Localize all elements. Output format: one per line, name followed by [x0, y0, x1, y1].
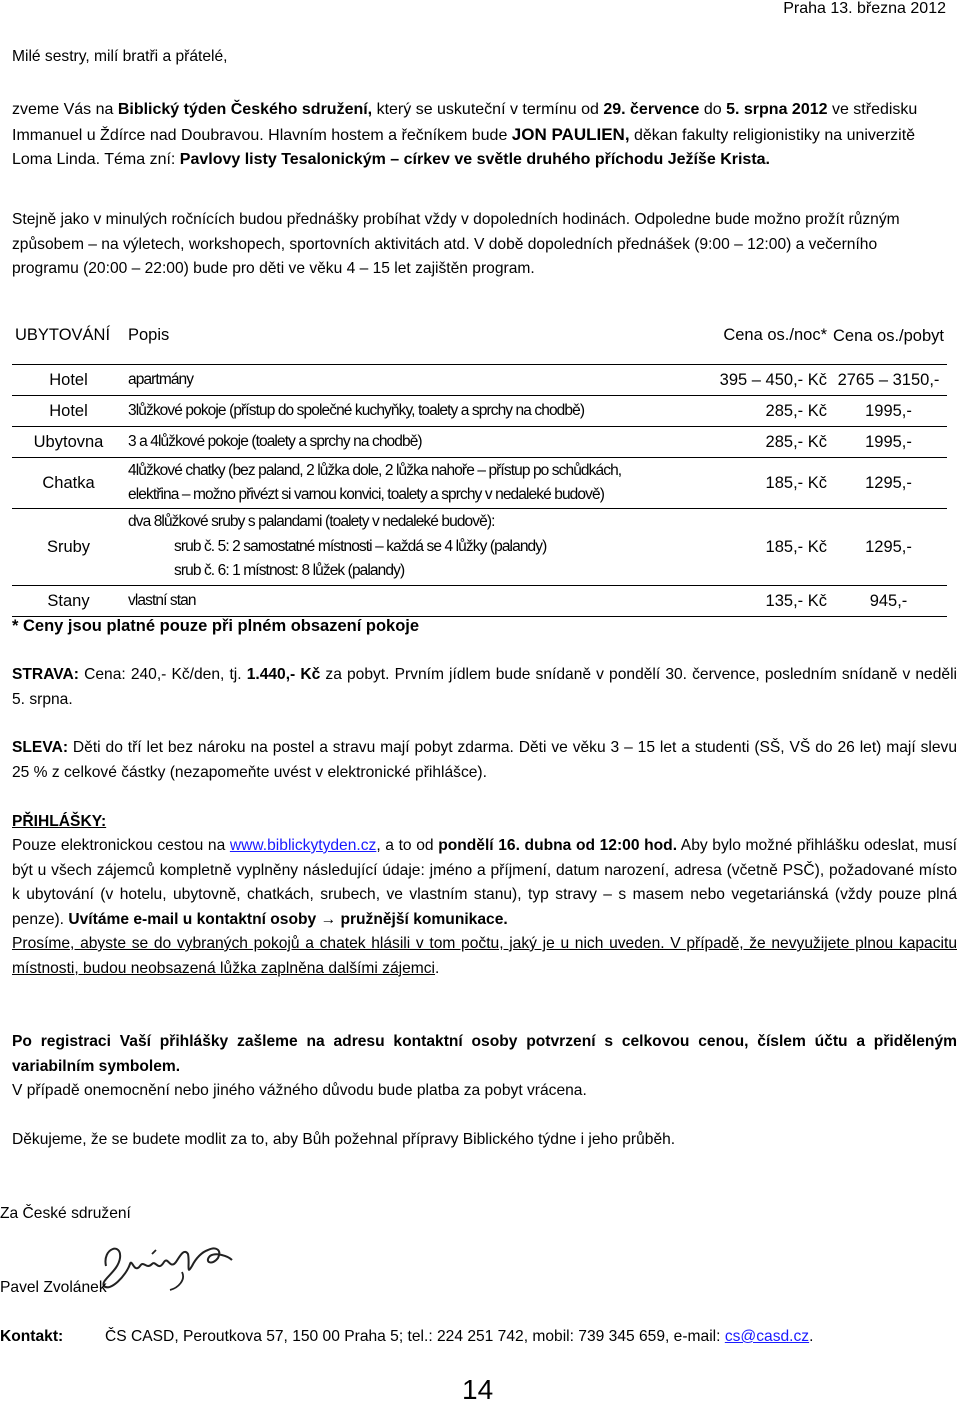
- row-type: Chatka: [12, 458, 125, 509]
- thanks-text: Děkujeme, že se budete modlit za to, aby Bůh požehnal přípravy Biblického týdne i jeho průběh.: [12, 1131, 676, 1148]
- intro-text: který se uskuteční v termínu od: [372, 101, 604, 118]
- page-number: 14: [462, 1374, 494, 1405]
- intro-text: zveme Vás na: [12, 101, 118, 118]
- row-price-stay: 1995,-: [830, 396, 947, 427]
- event-name: Biblický týden Českého sdružení,: [117, 101, 373, 118]
- letter-date: Praha 13. března 2012: [783, 0, 946, 17]
- row-price-stay: 2765 – 3150,-: [830, 365, 947, 396]
- table-row: [12, 586, 947, 617]
- row-desc: apartmány: [125, 365, 712, 396]
- table-note: * Ceny jsou platné pouze při plném obsazení pokoje: [12, 617, 420, 635]
- row-desc: [125, 509, 712, 586]
- row-price-night: 185,- Kč: [712, 458, 830, 509]
- prihlasky-text: Pouze elektronickou cestou na: [12, 837, 230, 854]
- intro-text: ve středisku Immanuel u Ždírce nad Doubravou. Hlavním hostem a řečníkem bude: [12, 101, 918, 144]
- header-type: UBYTOVÁNÍ: [12, 306, 125, 365]
- row-desc-line: 4lůžkové chatky (bez paland, 2 lůžka dole, 2 lůžka nahoře – přístup po schůdkách,: [128, 462, 622, 479]
- row-type: Stany: [12, 586, 125, 617]
- prihlasky-paragraph: [12, 834, 957, 981]
- table-header-row: [12, 306, 947, 365]
- sleva-label: SLEVA:: [12, 739, 69, 756]
- row-desc-line: srub č. 6: 1 místnost: 8 lůžek (palandy): [174, 562, 405, 580]
- contact-text: .: [809, 1328, 814, 1345]
- row-type: Hotel: [12, 365, 125, 396]
- row-price-night: 285,- Kč: [712, 427, 830, 458]
- table-row: [12, 427, 947, 458]
- row-price-night: 185,- Kč: [712, 509, 830, 586]
- prihlasky-text: .: [435, 959, 440, 977]
- row-price-stay: 1995,-: [830, 427, 947, 458]
- row-price-stay: 1295,-: [830, 458, 947, 509]
- prihlasky-text: , a to od: [376, 837, 439, 854]
- website-link[interactable]: www.biblickytyden.cz: [229, 837, 377, 854]
- table-row: [12, 458, 947, 509]
- contact-label: Kontakt:: [0, 1328, 64, 1345]
- registration-confirmation: Po registraci Vaší přihlášky zašleme na adresu kontaktní osoby potvrzení s celkovou cenou, číslem účtu a přiděleným variabilním symbolem.: [12, 1033, 957, 1075]
- intro-text: do: [699, 101, 727, 118]
- strava-text: za pobyt. Prvním jídlem bude snídaně v pondělí 30. července, posledním snídaně v neděli 5. srpna.: [12, 666, 957, 708]
- row-desc: 3 a 4lůžkové pokoje (toalety a sprchy na chodbě): [125, 427, 712, 458]
- row-type: Ubytovna: [12, 427, 125, 458]
- header-desc: Popis: [125, 306, 712, 365]
- guest-name: JON PAULIEN,: [511, 124, 630, 144]
- table-row: [12, 509, 947, 586]
- sleva-paragraph: [12, 736, 957, 785]
- signature-org: Za České sdružení: [0, 1205, 131, 1222]
- registration-date: pondělí 16. dubna od 12:00 hod.: [438, 837, 678, 854]
- intro-paragraph: [12, 98, 946, 173]
- row-type: Sruby: [12, 509, 125, 586]
- row-price-night: 135,- Kč: [712, 586, 830, 617]
- accommodation-table: [12, 306, 947, 617]
- email-note: Uvítáme e-mail u kontaktní osoby → pružnější komunikace.: [68, 910, 508, 928]
- row-price-night: 285,- Kč: [712, 396, 830, 427]
- table-row: [12, 365, 947, 396]
- intro-text: děkan fakulty religionistiky na univerzitě Loma Linda. Téma zní:: [12, 126, 916, 168]
- prihlasky-text: Aby bylo možné přihlášku odeslat, musí být u všech zájemců kompletně vyplněny následující údaje: jméno a příjmení, datum narození, adresa (včetně PSČ), požadované místo k ubytování (v hotelu, ubytovně, chatkách, srubech, ve vlastním stanu), typ stravy – s masem nebo vegetariánská (vždy pouze plná penze).: [12, 837, 957, 928]
- greeting: Milé sestry, milí bratři a přátelé,: [12, 48, 228, 65]
- strava-total: 1.440,- Kč: [246, 666, 321, 683]
- strava-text: Cena: 240,- Kč/den, tj.: [79, 666, 247, 683]
- row-price-night: 395 – 450,- Kč: [712, 365, 830, 396]
- row-price-stay: 945,-: [830, 586, 947, 617]
- date-from: 29. července: [603, 101, 700, 118]
- prihlasky-heading: PŘIHLÁŠKY:: [12, 813, 107, 830]
- row-desc: 3lůžkové pokoje (přístup do společné kuchyňky, toalety a sprchy na chodbě): [125, 396, 712, 427]
- contact-line: [0, 1325, 813, 1349]
- refund-note: V případě onemocnění nebo jiného vážného důvodu bude platba za pobyt vrácena.: [12, 1082, 587, 1099]
- contact-text: ČS CASD, Peroutkova 57, 150 00 Praha 5; tel.: 224 251 742, mobil: 739 345 659, e-mail:: [105, 1328, 725, 1345]
- table-row: [12, 396, 947, 427]
- row-desc: vlastní stan: [125, 586, 712, 617]
- program-paragraph: Stejně jako v minulých ročnících budou přednášky probíhat vždy v dopoledních hodinách. Odpoledne bude možno prožít různým způsobem – na výletech, workshopech, sportovních aktivitách atd. V době dopoledních přednášek (9:00 – 12:00) a večerního programu (20:00 – 22:00) bude pro děti ve věku 4 – 15 let zajištěn program.: [12, 211, 900, 277]
- email-link[interactable]: cs@casd.cz: [724, 1328, 810, 1345]
- header-price-stay: Cena os./pobyt: [830, 306, 947, 365]
- row-type: Hotel: [12, 396, 125, 427]
- row-desc-line: elektřina – možno přivézt si varnou konvici, toalety a sprchy v nedaleké budově): [128, 486, 604, 503]
- row-price-stay: 1295,-: [830, 509, 947, 586]
- date-to: 5. srpna 2012: [726, 101, 828, 118]
- theme: Pavlovy listy Tesalonickým – církev ve světle druhého příchodu Ježíše Krista.: [179, 151, 770, 168]
- signature-name: Pavel Zvolánek: [0, 1279, 107, 1296]
- row-desc: [125, 458, 712, 509]
- room-request: Prosíme, abyste se do vybraných pokojů a chatek hlásili v tom počtu, jaký je u nich uveden. V případě, že nevyužijete plnou kapacitu místnosti, budou neobsazená lůžka zaplněna dalšími zájemci: [12, 935, 957, 977]
- strava-paragraph: [12, 663, 957, 712]
- row-desc-line: dva 8lůžkové sruby s palandami (toalety v nedaleké budově):: [128, 513, 495, 531]
- row-desc-line: srub č. 5: 2 samostatné místnosti – každá se 4 lůžky (palandy): [174, 537, 547, 555]
- sleva-text: Děti do tří let bez nároku na postel a stravu mají pobyt zdarma. Děti ve věku 3 – 15 let a studenti (SŠ, VŠ do 26 let) mají slevu 25 % z celkové částky (nezapomeňte uvést v elektronické přihlášce).: [12, 739, 957, 781]
- header-price-night: Cena os./noc*: [712, 306, 830, 365]
- strava-label: STRAVA:: [12, 666, 79, 683]
